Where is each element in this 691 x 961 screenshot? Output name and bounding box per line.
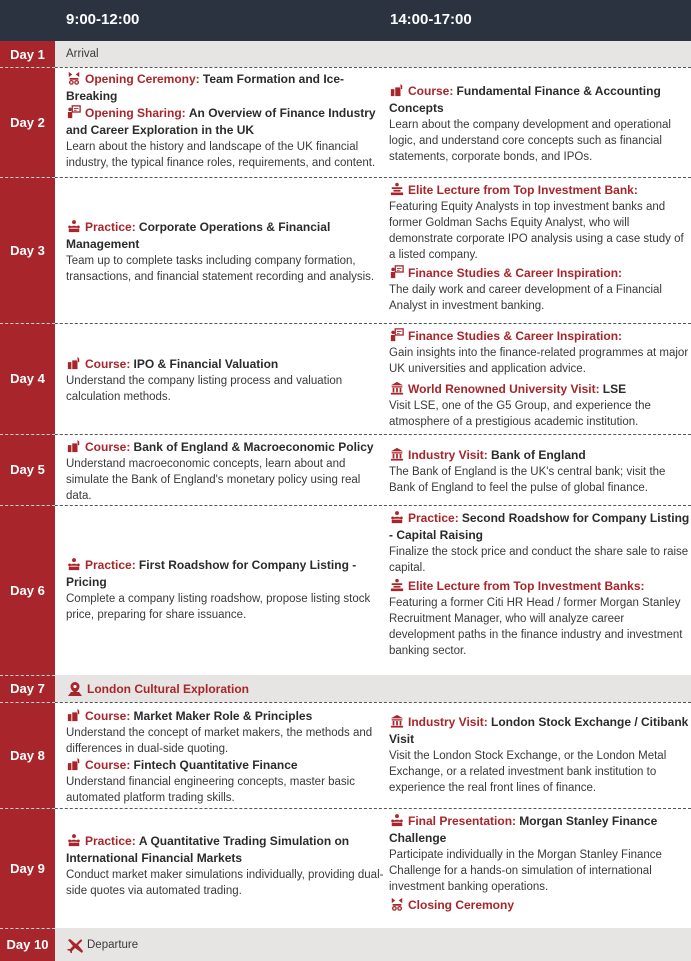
day-2-morning: Opening Ceremony: Team Formation and Ice-Breaking Opening Sharing: An Overview of Finance Industry and Career Exploration in the UK Learn about the history and landscape of the UK financial industry, the typical finance roles, requirements, and content. <box>66 72 376 169</box>
day-4-row <box>0 323 691 434</box>
course-icon <box>66 708 82 722</box>
building-icon <box>389 714 405 728</box>
day-3-row <box>0 177 691 323</box>
lecture-icon <box>389 182 405 196</box>
course-icon <box>389 83 405 97</box>
day-3-morning: Practice: Corporate Operations & Financial Management Team up to complete tasks including company formation, transactions, and financial statement recording and analysis. <box>66 220 375 283</box>
day-6-row <box>0 505 691 675</box>
schedule-header <box>0 0 691 41</box>
afternoon-header: 14:00-17:00 <box>390 11 472 28</box>
day-9-afternoon: Final Presentation: Morgan Stanley Finance Challenge Participate individually in the Morgan Stanley Finance Challenge for a hands-on simulation of international investment banking operations. Closing Ceremony <box>389 814 662 912</box>
presentation-icon <box>389 328 405 342</box>
day-7-row <box>0 675 691 702</box>
day-label: Day 5 <box>10 462 45 477</box>
day-5-afternoon: Industry Visit: Bank of England The Bank of England is the UK's central bank; visit the Bank of England to feel the pulse of global finance. <box>389 448 666 494</box>
day-8-morning: Course: Market Maker Role & Principles Understand the concept of market makers, the methods and differences in dual-side quoting. Course: Fintech Quantitative Finance Understand financial engineering concepts, master basic automated platform trading skills. <box>66 709 373 804</box>
day-2-afternoon: Course: Fundamental Finance & Accounting Concepts Learn about the company development and operational logic, and understand core concepts such as financial statements, corporate bonds, and IPOs. <box>389 84 671 163</box>
day-label: Day 7 <box>10 681 45 696</box>
practice-icon <box>389 510 405 524</box>
ceremony-icon <box>389 897 405 911</box>
practice-icon <box>66 219 82 233</box>
day-label: Day 10 <box>6 937 49 952</box>
airplane-icon <box>66 937 84 953</box>
day-6-afternoon: Practice: Second Roadshow for Company Listing - Capital Raising Finalize the stock price and conduct the share sale to raise capital. Elite Lecture from Top Investment Banks: Featuring a former Citi HR Head / former Morgan Stanley Recruitment Manager, who will analyze career development paths in the finance industry and investment banking sector. <box>389 511 690 657</box>
day-label: Day 3 <box>10 242 45 258</box>
practice-icon <box>389 813 405 827</box>
university-icon <box>389 381 405 395</box>
day-5-morning: Course: Bank of England & Macroeconomic Policy Understand macroeconomic concepts, learn about and simulate the Bank of England's monetary policy using real data. <box>66 440 374 502</box>
day-8-afternoon: Industry Visit: London Stock Exchange / Citibank Visit Visit the London Stock Exchange, or the London Metal Exchange, or a related investment bank institution to experience the real front lines of finance. <box>389 715 689 794</box>
day-2-row <box>0 67 691 177</box>
day-label: Day 9 <box>10 860 45 876</box>
course-icon <box>66 356 82 370</box>
day-1-row <box>0 41 691 67</box>
day-4-morning: Course: IPO & Financial Valuation Understand the company listing process and valuation calculation methods. <box>66 357 343 403</box>
presentation-icon <box>66 105 82 119</box>
building-icon <box>389 447 405 461</box>
day-1-activity: Arrival <box>66 48 99 60</box>
course-icon <box>66 757 82 771</box>
location-pin-icon <box>66 681 84 697</box>
day-label: Day 8 <box>10 747 45 763</box>
day-10-activity: Departure <box>66 928 138 961</box>
day-label: Day 4 <box>10 371 45 386</box>
day-8-row <box>0 702 691 808</box>
day-label: Day 2 <box>10 114 45 130</box>
presentation-icon <box>389 265 405 279</box>
day-3-afternoon: Elite Lecture from Top Investment Bank: Featuring Equity Analysts in top investment banks and former Goldman Sachs Equity Analyst, who will demonstrate corporate IPO analysis using a case study of a listed company. Finance Studies & Career Inspiration: The daily work and career development of a Financial Analyst in investment banking. <box>389 183 684 312</box>
day-9-row <box>0 808 691 928</box>
lecture-icon <box>389 578 405 592</box>
practice-icon <box>66 833 82 847</box>
day-10-row <box>0 928 691 961</box>
day-5-row <box>0 434 691 505</box>
day-4-afternoon: Finance Studies & Career Inspiration: Gain insights into the finance-related programmes at major UK universities and application advice. World Renowned University Visit: LSE Visit LSE, one of the G5 Group, and experience the atmosphere of a prestigious academic institution. <box>389 329 689 428</box>
day-label: Day 6 <box>10 582 45 598</box>
morning-header: 9:00-12:00 <box>66 11 140 28</box>
day-9-morning: Practice: A Quantitative Trading Simulation on International Financial Markets Conduct market maker simulations individually, providing dual-side quotes via automated trading. <box>66 834 384 897</box>
day-6-morning: Practice: First Roadshow for Company Listing - Pricing Complete a company listing roadshow, propose listing stock price, preparing for share issuance. <box>66 558 371 621</box>
day-label: Day 1 <box>10 46 45 62</box>
ceremony-icon <box>66 71 82 85</box>
course-icon <box>66 439 82 453</box>
day-7-activity: London Cultural Exploration <box>66 675 249 702</box>
practice-icon <box>66 557 82 571</box>
